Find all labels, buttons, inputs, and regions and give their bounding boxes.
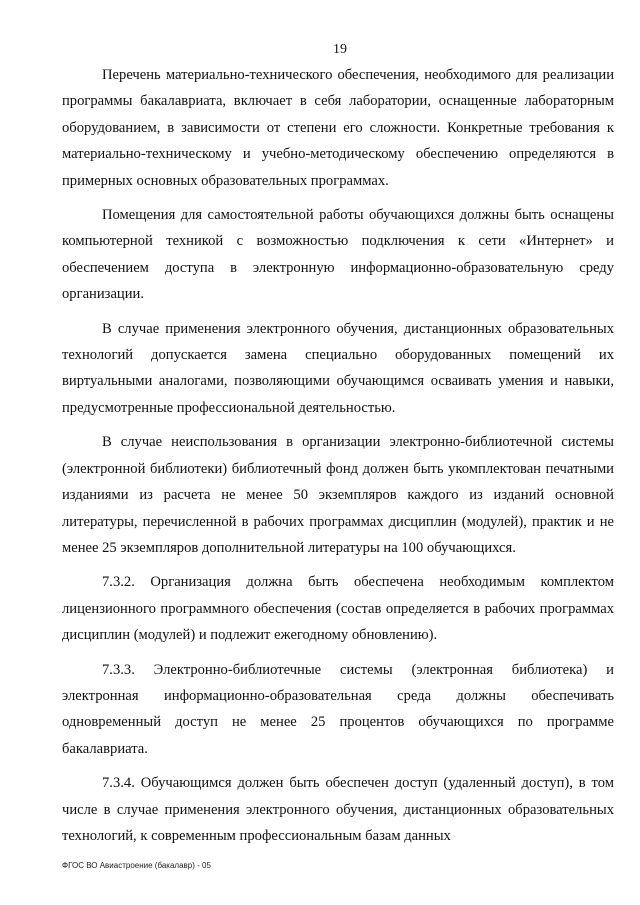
paragraph-e-learning: В случае применения электронного обучения, дистанционных образовательных технологий допускается замена специально оборудованных помещений их виртуальными аналогами, позволяющими обучающимся осваивать умения и навыки, предусмотренные профессиональной деятельностью. bbox=[62, 320, 614, 416]
page-footer: ФГОС ВО Авиастроение (бакалавр) - 05 bbox=[62, 861, 211, 870]
body-text bbox=[62, 62, 614, 857]
paragraph-equipment-list: Перечень материально-технического обеспечения, необходимого для реализации программы бакалавриата, включает в себя лаборатории, оснащенные лабораторным оборудованием, в зависимости от степени его сложности. Конкретные требования к материально-техническому и учебно-методическому обеспечению определяются в примерных основных образовательных программах. bbox=[62, 67, 614, 189]
paragraph-library-fund: В случае неиспользования в организации электронно-библиотечной системы (электронной библиотеки) библиотечный фонд должен быть укомплектован печатными изданиями из расчета не менее 50 экземпляров каждого из изданий основной литературы, перечисленной в рабочих программах дисциплин (модулей), практик и не менее 25 экземпляров дополнительной литературы на 100 обучающихся. bbox=[62, 434, 614, 556]
paragraph-7-3-4: 7.3.4. Обучающимся должен быть обеспечен доступ (удаленный доступ), в том числе в случае применения электронного обучения, дистанционных образовательных технологий, к современным профессиональным базам данных bbox=[62, 775, 614, 844]
paragraph-7-3-3: 7.3.3. Электронно-библиотечные системы (электронная библиотека) и электронная информационно-образовательная среда должны обеспечивать одновременный доступ не менее 25 процентов обучающихся по программе бакалавриата. bbox=[62, 661, 614, 757]
paragraph-self-study-rooms: Помещения для самостоятельной работы обучающихся должны быть оснащены компьютерной техникой с возможностью подключения к сети «Интернет» и обеспечением доступа в электронную информационно-образовательную среду организации. bbox=[62, 207, 614, 303]
paragraph-7-3-2: 7.3.2. Организация должна быть обеспечена необходимым комплектом лицензионного программного обеспечения (состав определяется в рабочих программах дисциплин (модулей) и подлежит ежегодному обновлению). bbox=[62, 574, 614, 644]
page-number: 19 bbox=[333, 42, 347, 57]
